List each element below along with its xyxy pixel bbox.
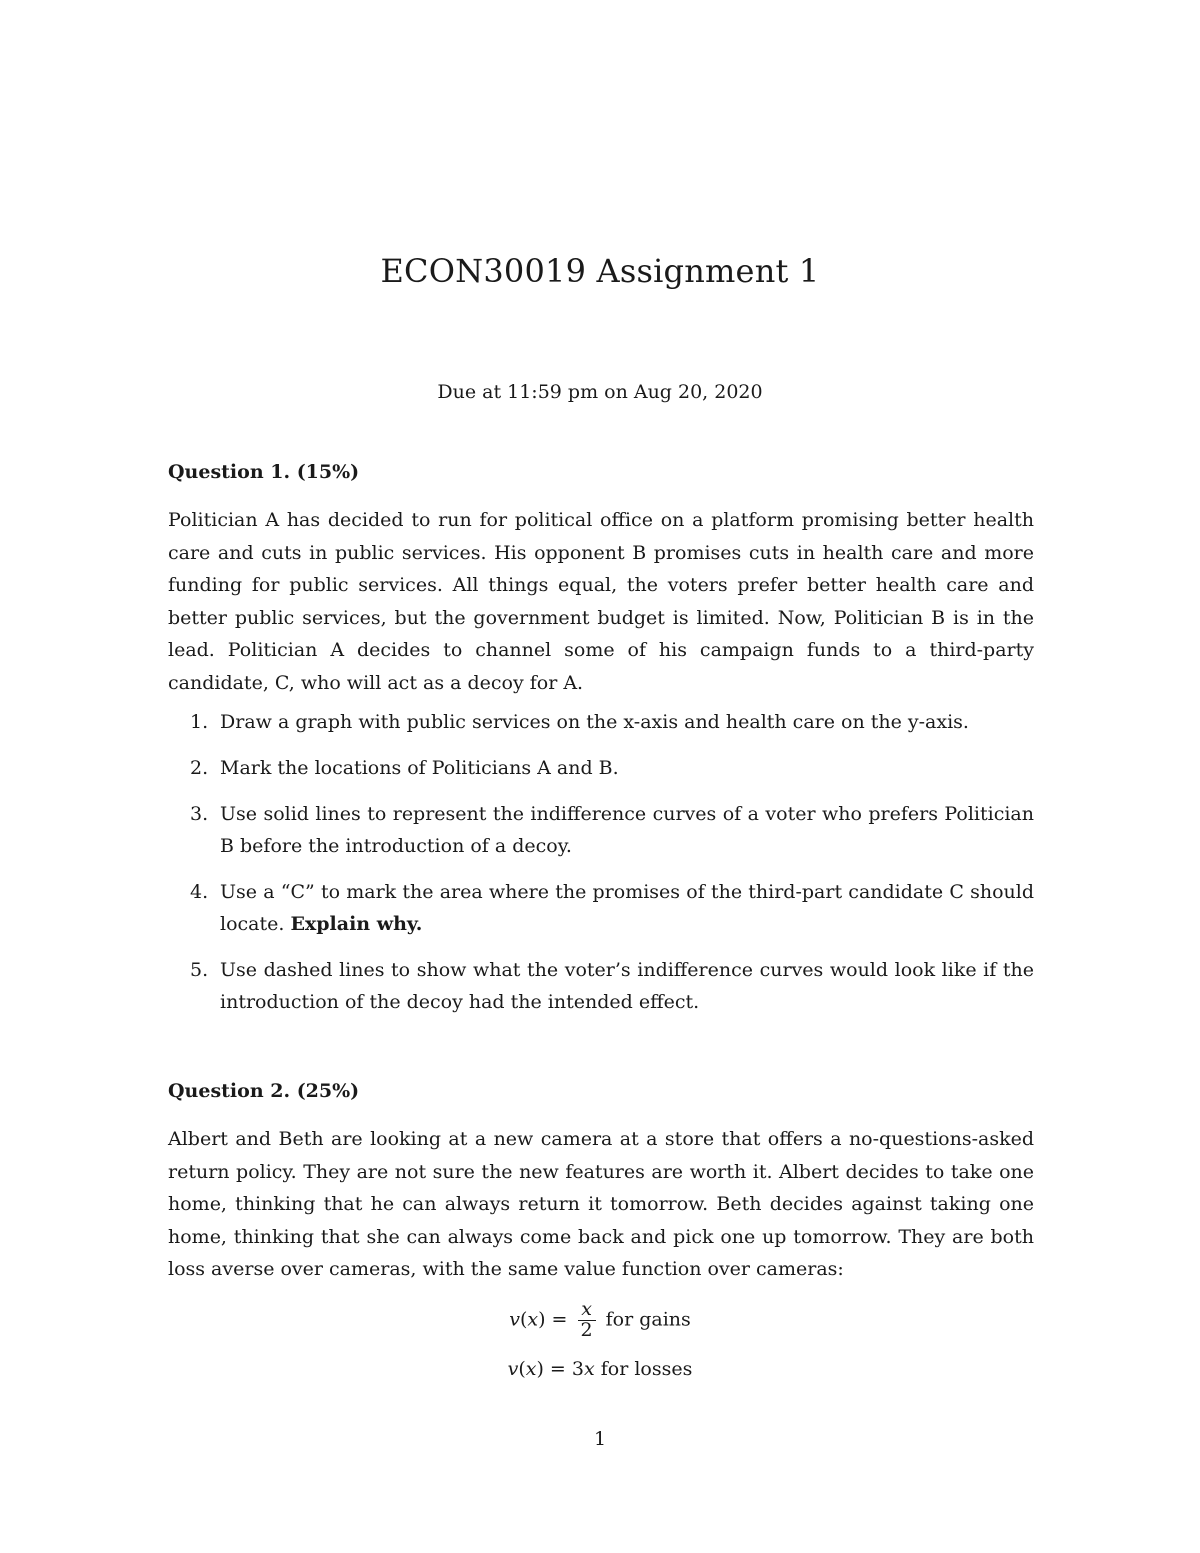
item-emphasis: Explain why. bbox=[290, 913, 423, 935]
item-text: Use dashed lines to show what the voter’s indifference curves would look like if the introduction of the decoy had the intended effect. bbox=[220, 959, 1034, 1013]
item-number: 3. bbox=[190, 803, 209, 825]
list-item bbox=[168, 954, 1034, 1018]
item-number: 5. bbox=[190, 959, 209, 981]
document-title: ECON30019 Assignment 1 bbox=[380, 252, 820, 290]
list-item bbox=[168, 706, 1034, 738]
item-text: Draw a graph with public services on the x-axis and health care on the y-axis. bbox=[220, 711, 969, 733]
question-2-paragraph: Albert and Beth are looking at a new camera at a store that offers a no-questions-asked return policy. They are not sure the new features are worth it. Albert decides to take one home, thinking that he can always return it tomorrow. Beth decides against taking one home, thinking that she can always come back and pick one up tomorrow. They are both loss averse over cameras, with the same value function over cameras: bbox=[168, 1128, 1034, 1280]
item-text: Mark the locations of Politicians A and B. bbox=[220, 757, 619, 779]
due-date: Due at 11:59 pm on Aug 20, 2020 bbox=[437, 381, 763, 403]
list-item bbox=[168, 798, 1034, 862]
item-text: Use a “C” to mark the area where the promises of the third-part candidate C should locate. bbox=[220, 881, 1034, 935]
question-1-task-list bbox=[168, 706, 1034, 1032]
equation-losses: v(x) = 3x for losses bbox=[507, 1358, 693, 1380]
item-number: 1. bbox=[190, 711, 209, 733]
question-2-heading: Question 2. (25%) bbox=[168, 1080, 360, 1102]
item-number: 4. bbox=[190, 881, 209, 903]
question-1-heading: Question 1. (15%) bbox=[168, 461, 360, 483]
fraction: $\frac{x}{2}$ bbox=[578, 1300, 596, 1341]
equation-gains: v(x) = $\frac{x}{2}$ for gains bbox=[509, 1298, 691, 1341]
page-number: 1 bbox=[593, 1428, 607, 1450]
item-text: Use solid lines to represent the indifference curves of a voter who prefers Politician B before the introduction of a decoy. bbox=[220, 803, 1034, 857]
list-item bbox=[168, 752, 1034, 784]
list-item bbox=[168, 876, 1034, 940]
item-number: 2. bbox=[190, 757, 209, 779]
question-1-paragraph: Politician A has decided to run for political office on a platform promising better health care and cuts in public services. His opponent B promises cuts in health care and more funding for public services. All things equal, the voters prefer better health care and better public services, but the government budget is limited. Now, Politician B is in the lead. Politician A decides to channel some of his campaign funds to a third-party candidate, C, who will act as a decoy for A. bbox=[168, 509, 1034, 694]
